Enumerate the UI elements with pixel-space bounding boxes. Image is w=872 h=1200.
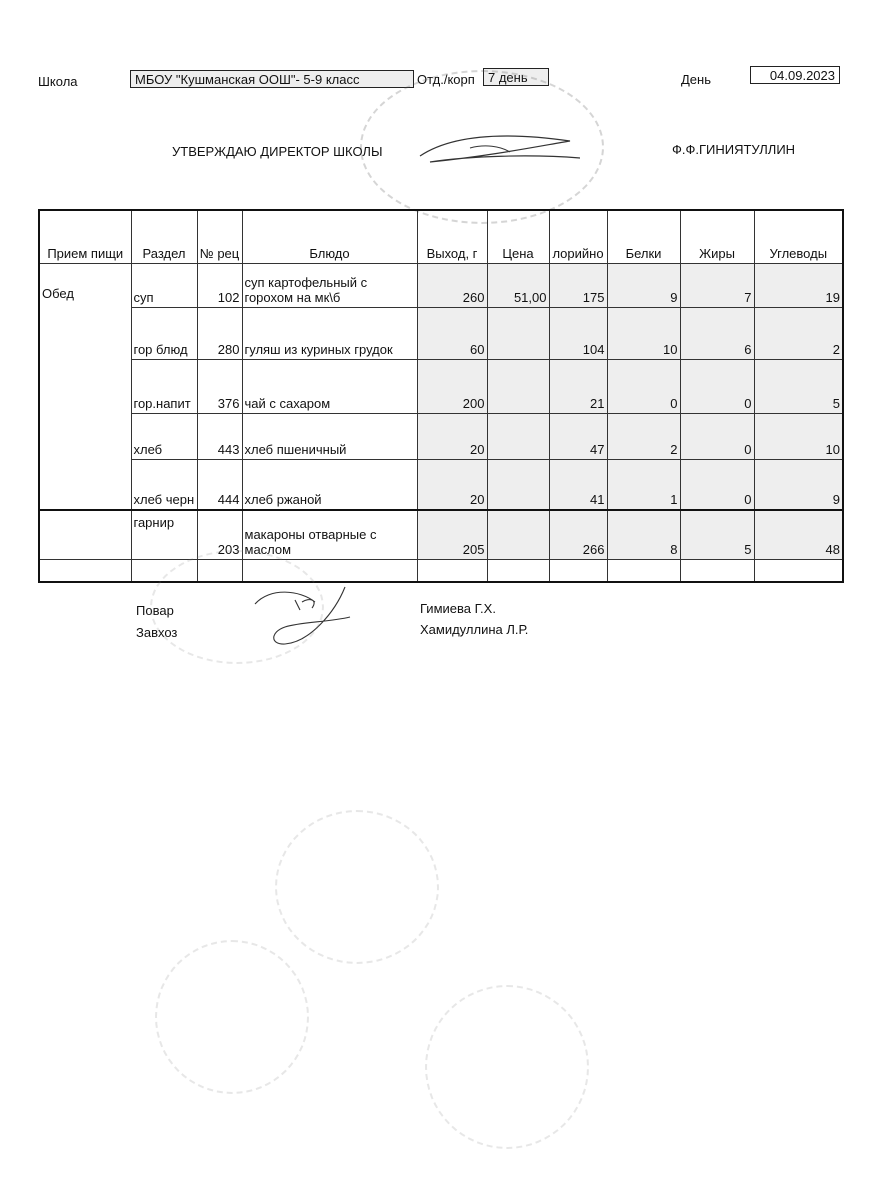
price-cell xyxy=(487,460,549,510)
calories-cell: 21 xyxy=(549,360,607,414)
fat-cell: 0 xyxy=(680,460,754,510)
section-cell: хлеб xyxy=(131,414,197,460)
column-header: № рец xyxy=(197,210,242,264)
carbs-cell: 10 xyxy=(754,414,843,460)
menu-table xyxy=(38,209,844,583)
calories-cell: 175 xyxy=(549,264,607,308)
recipe-cell: 203 xyxy=(197,510,242,560)
section-cell: гор.напит xyxy=(131,360,197,414)
weight-cell: 205 xyxy=(417,510,487,560)
school-name-field: МБОУ "Кушманская ООШ"- 5-9 класс xyxy=(130,70,414,88)
fat-cell: 5 xyxy=(680,510,754,560)
carbs-cell: 9 xyxy=(754,460,843,510)
meal-cell: Обед xyxy=(39,264,131,510)
calories-cell: 41 xyxy=(549,460,607,510)
section-cell: гарнир xyxy=(131,510,197,560)
column-header: Жиры xyxy=(680,210,754,264)
dept-value-field: 7 день xyxy=(483,68,549,86)
dept-label: Отд./корп xyxy=(417,72,475,87)
recipe-cell: 102 xyxy=(197,264,242,308)
price-cell: 51,00 xyxy=(487,264,549,308)
weight-cell: 60 xyxy=(417,308,487,360)
protein-cell: 10 xyxy=(607,308,680,360)
recipe-cell: 443 xyxy=(197,414,242,460)
column-header: Выход, г xyxy=(417,210,487,264)
table-row xyxy=(39,360,843,414)
calories-cell: 266 xyxy=(549,510,607,560)
price-cell xyxy=(487,414,549,460)
protein-cell: 2 xyxy=(607,414,680,460)
approval-text: УТВЕРЖДАЮ ДИРЕКТОР ШКОЛЫ xyxy=(172,144,383,159)
table-header-row xyxy=(39,210,843,264)
weight-cell: 20 xyxy=(417,460,487,510)
calories-cell: 104 xyxy=(549,308,607,360)
school-label: Школа xyxy=(38,74,78,89)
price-cell xyxy=(487,308,549,360)
column-header: Углеводы xyxy=(754,210,843,264)
dish-cell: суп картофельный с горохом на мк\б xyxy=(242,264,417,308)
table-row xyxy=(39,264,843,308)
date-field: 04.09.2023 xyxy=(750,66,840,84)
section-cell: хлеб черн xyxy=(131,460,197,510)
dish-cell: гуляш из куриных грудок xyxy=(242,308,417,360)
recipe-cell: 444 xyxy=(197,460,242,510)
faint-stamp xyxy=(275,810,439,964)
fat-cell: 0 xyxy=(680,360,754,414)
recipe-cell: 376 xyxy=(197,360,242,414)
storekeeper-name: Хамидуллина Л.Р. xyxy=(420,622,529,637)
price-cell xyxy=(487,510,549,560)
table-row xyxy=(39,460,843,510)
faint-stamp xyxy=(150,550,324,664)
faint-stamp xyxy=(425,985,589,1149)
weight-cell: 260 xyxy=(417,264,487,308)
storekeeper-label: Завхоз xyxy=(136,625,178,640)
fat-cell: 6 xyxy=(680,308,754,360)
table-row xyxy=(39,308,843,360)
carbs-cell: 48 xyxy=(754,510,843,560)
protein-cell: 8 xyxy=(607,510,680,560)
carbs-cell: 5 xyxy=(754,360,843,414)
protein-cell: 1 xyxy=(607,460,680,510)
calories-cell: 47 xyxy=(549,414,607,460)
column-header: Раздел xyxy=(131,210,197,264)
column-header: Блюдо xyxy=(242,210,417,264)
dish-cell: чай с сахаром xyxy=(242,360,417,414)
dish-cell: макароны отварные с маслом xyxy=(242,510,417,560)
carbs-cell: 19 xyxy=(754,264,843,308)
cook-name: Гимиева Г.Х. xyxy=(420,601,496,616)
column-header: Цена xyxy=(487,210,549,264)
section-cell: гор блюд xyxy=(131,308,197,360)
weight-cell: 20 xyxy=(417,414,487,460)
column-header: лорийно xyxy=(549,210,607,264)
carbs-cell: 2 xyxy=(754,308,843,360)
protein-cell: 9 xyxy=(607,264,680,308)
column-header: Прием пищи xyxy=(39,210,131,264)
dish-cell: хлеб пшеничный xyxy=(242,414,417,460)
table-row-empty xyxy=(39,560,843,582)
table-row xyxy=(39,510,843,560)
day-label: День xyxy=(681,72,711,87)
faint-stamp xyxy=(155,940,309,1094)
recipe-cell: 280 xyxy=(197,308,242,360)
director-signature xyxy=(410,126,590,176)
director-name: Ф.Ф.ГИНИЯТУЛЛИН xyxy=(672,142,796,157)
protein-cell: 0 xyxy=(607,360,680,414)
column-header: Белки xyxy=(607,210,680,264)
cook-label: Повар xyxy=(136,603,174,618)
dish-cell: хлеб ржаной xyxy=(242,460,417,510)
section-cell: суп xyxy=(131,264,197,308)
meal-cell-empty xyxy=(39,510,131,560)
weight-cell: 200 xyxy=(417,360,487,414)
fat-cell: 0 xyxy=(680,414,754,460)
table-row xyxy=(39,414,843,460)
price-cell xyxy=(487,360,549,414)
fat-cell: 7 xyxy=(680,264,754,308)
